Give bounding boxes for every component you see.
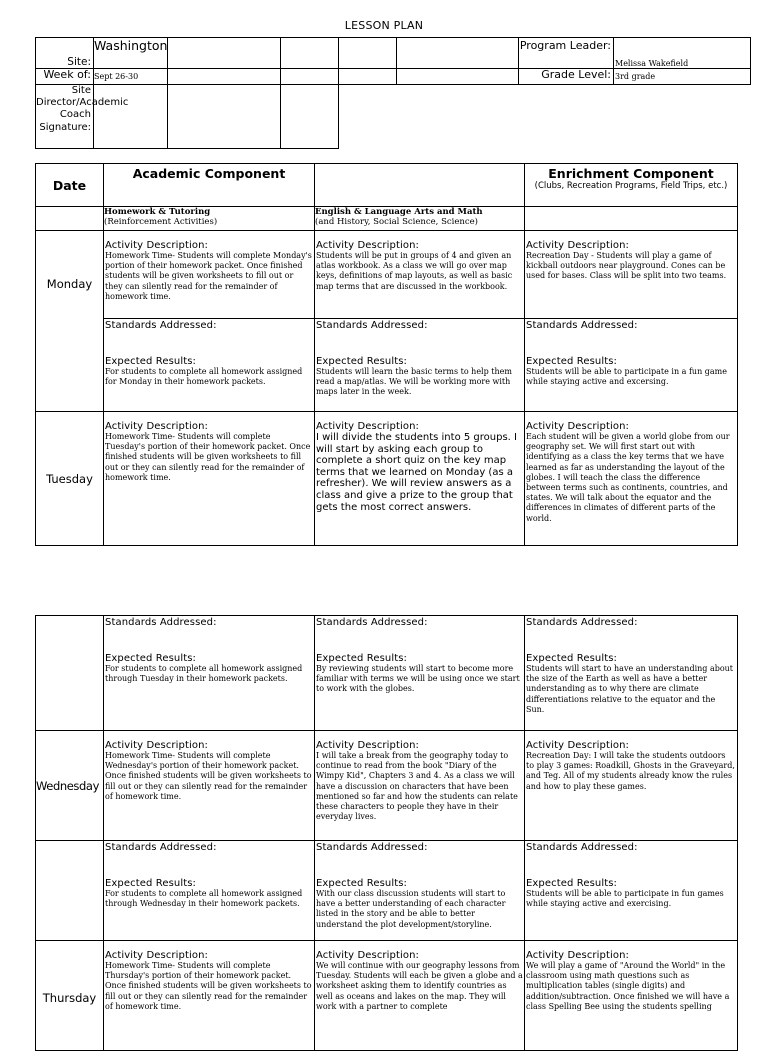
tuesday-homework-results: Standards Addressed: Expected Results: For students to complete all homework assigned through Tuesday in their homework packets. [104, 616, 315, 731]
header-blank-8 [339, 69, 397, 85]
header-blank-5 [614, 38, 751, 54]
date-header: Date [36, 164, 104, 207]
monday-enrichment-activity: Activity Description: Recreation Day - Students will play a game of kickball outdoors near playground. Cones can be used for bases. Class will be split into two teams. [525, 231, 738, 319]
site-value: Washington [94, 38, 168, 69]
monday-ela-results: Standards Addressed: Expected Results: Students will learn the basic terms to help them read a map/atlas. We will be working more with maps later in the week. [315, 319, 525, 412]
monday-homework-activity: Activity Description: Homework Time- Students will complete Monday's portion of their homework packet. Once finished students will be given worksheets to fill out or they can silently read for the remainder of homework time. [104, 231, 315, 319]
wednesday-homework-results: Standards Addressed: Expected Results: For students to complete all homework assigned through Wednesday in their homework packets. [104, 841, 315, 941]
enrichment-subtitle: (Clubs, Recreation Programs, Field Trips, etc.) [534, 181, 728, 191]
wednesday-ela-results: Standards Addressed: Expected Results: With our class discussion students will start to have a better understanding of each character listed in the story and be able to better understand the plot development/storyline. [315, 841, 525, 941]
header-blank-1 [168, 38, 281, 69]
tuesday-ela-results: Standards Addressed: Expected Results: By reviewing students will start to become more familiar with terms we will be using once we start to work with the globes. [315, 616, 525, 731]
day-wednesday: Wednesday [36, 731, 104, 841]
header-blank-10 [168, 85, 281, 149]
header-blank-11 [281, 85, 339, 149]
thursday-enrichment-activity: Activity Description: We will play a game of "Around the World" in the classroom using math questions such as multiplication tables (single digits) and addition/subtraction. Once finished we will have a class Spelling Bee using the students spelling [525, 941, 738, 1051]
signature-field[interactable] [94, 85, 168, 149]
ela-column-header: English & Language Arts and Math (and History, Social Science, Science) [315, 207, 525, 231]
header-blank-6 [168, 69, 281, 85]
enrichment-component-header [525, 164, 738, 207]
program-leader-label: Program Leader: [519, 38, 614, 69]
lesson-table-page-1 [35, 163, 738, 546]
page-title: LESSON PLAN [344, 19, 424, 32]
thursday-homework-activity: Activity Description: Homework Time- Students will complete Thursday's portion of their homework packet. Once finished students will be given worksheets to fill out or they can silently read for the remainder of homework time. [104, 941, 315, 1051]
day-monday: Monday [36, 231, 104, 412]
site-label: Site: [36, 38, 94, 69]
grade-level-value: 3rd grade [614, 69, 751, 85]
academic-component-header: Academic Component [104, 164, 315, 207]
header-table [35, 37, 751, 149]
wednesday-homework-activity: Activity Description: Homework Time- Students will complete Wednesday's portion of their homework packet. Once finished students will be given worksheets to fill out or they can silently read for the remainder of homework time. [104, 731, 315, 841]
program-leader-value: Melissa Wakefield [614, 54, 751, 69]
header-blank-9 [397, 69, 519, 85]
tuesday-enrichment-results: Standards Addressed: Expected Results: Students will start to have an understanding about the size of the Earth as well as have a better understanding as to why there are climate differentiations relative to the equator and the Sun. [525, 616, 738, 731]
week-value: Sept 26-30 [94, 69, 168, 85]
lesson-table-page-2 [35, 615, 738, 1051]
header-blank-7 [281, 69, 339, 85]
academic-header-blank [315, 164, 525, 207]
monday-ela-activity: Activity Description: Students will be put in groups of 4 and given an atlas workbook. As a class we will go over map keys, definitions of map layouts, as well as basic map terms that are discussed in the workbook. [315, 231, 525, 319]
wednesday-enrichment-activity: Activity Description: Recreation Day: I will take the students outdoors to play 3 games: Roadkill, Ghosts in the Graveyard, and Teg. All of my students already know the rules and how to play these games. [525, 731, 738, 841]
header-blank-4 [397, 38, 519, 69]
tuesday-homework-activity: Activity Description: Homework Time- Students will complete Tuesday's portion of their homework packet. Once finished students will be given worksheets to fill out or they can silently read for the remainder of homework time. [104, 412, 315, 546]
wednesday-enrichment-results: Standards Addressed: Expected Results: Students will be able to participate in fun games while staying active and exercising. [525, 841, 738, 941]
grade-level-label: Grade Level: [519, 69, 614, 85]
homework-column-header: Homework & Tutoring (Reinforcement Activities) [104, 207, 315, 231]
tuesday-enrichment-activity: Activity Description: Each student will be given a world globe from our geography set. We will first start out with identifying as a class the key terms that we have learned as far as understanding the layout of the globes. I will teach the class the difference between terms such as continents, countries, and states. We will talk about the equator and the differences in climates of different parts of the world. [525, 412, 738, 546]
site-director-label: Site Director/Academic Coach Signature: [36, 85, 94, 149]
header-blank-2 [281, 38, 339, 69]
day-thursday: Thursday [36, 941, 104, 1051]
header-blank-3 [339, 38, 397, 69]
wednesday-ela-activity: Activity Description: I will take a break from the geography today to continue to read from the book "Diary of the Wimpy Kid", Chapters 3 and 4. As a class we will have a discussion on characters that have been mentioned so far and how the students can relate these characters to people they have in their everyday lives. [315, 731, 525, 841]
monday-enrichment-results: Standards Addressed: Expected Results: Students will be able to participate in a fun game while staying active and excersing. [525, 319, 738, 412]
tuesday-ela-activity: Activity Description: I will divide the students into 5 groups. I will start by asking each group to complete a short quiz on the key map terms that we learned on Monday (as a refresher). We will review answers as a class and give a prize to the group that gets the most correct answers. [315, 412, 525, 546]
thursday-ela-activity: Activity Description: We will continue with our geography lessons from Tuesday. Students will each be given a globe and a worksheet asking them to identify countries as well as oceans and lakes on the map. They will work with a partner to complete [315, 941, 525, 1051]
enrichment-title: Enrichment Component [548, 166, 714, 181]
day-tuesday: Tuesday [36, 412, 104, 546]
week-label: Week of: [36, 69, 94, 85]
monday-homework-results: Standards Addressed: Expected Results: For students to complete all homework assigned for Monday in their homework packets. [104, 319, 315, 412]
